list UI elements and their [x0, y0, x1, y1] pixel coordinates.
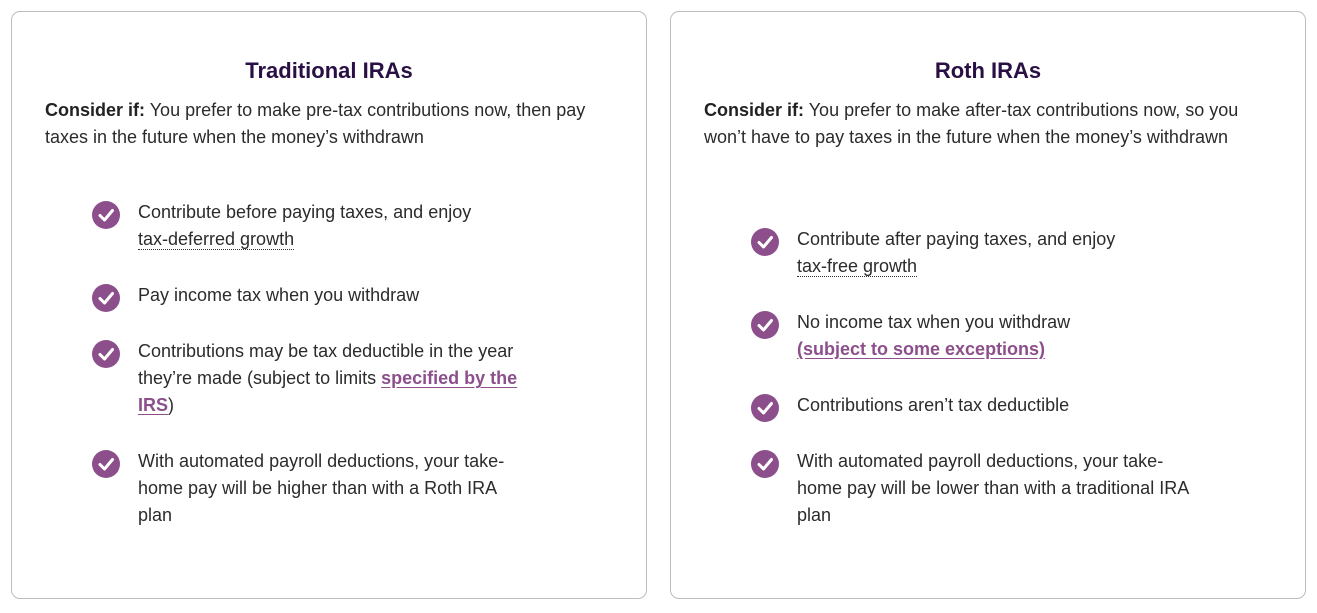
benefit-text: With automated payroll deductions, your take-home pay will be lower than with a traditional IRA plan	[797, 451, 1189, 525]
card-title: Roth IRAs	[934, 58, 1042, 83]
consider-if-text	[704, 97, 1284, 151]
benefit-text: Pay income tax when you withdraw	[138, 285, 420, 305]
traditional-ira-card	[11, 11, 647, 599]
benefit-text: Contribute before paying taxes, and enjoy	[138, 202, 472, 222]
check-circle-icon	[751, 311, 779, 339]
consider-if-description: You prefer to make after-tax contributions now, so you won’t have to pay taxes in the future when the money’s withdrawn	[704, 100, 1239, 147]
check-circle-icon	[751, 450, 779, 478]
benefit-item-pay-income-tax	[92, 282, 532, 309]
tax-free-growth-term[interactable]: tax-free growth	[797, 256, 918, 276]
check-circle-icon	[92, 340, 120, 368]
subject-to-exceptions-link[interactable]: (subject to some exceptions)	[797, 339, 1046, 359]
benefit-text: Contribute after paying taxes, and enjoy	[797, 229, 1116, 249]
card-title: Traditional IRAs	[245, 58, 413, 83]
benefit-item-take-home-pay	[751, 448, 1191, 529]
benefit-item-tax-deferred	[92, 199, 532, 253]
benefits-list	[751, 226, 1191, 558]
benefit-text: Contributions may be tax deductible in the year they’re made (subject to limits	[138, 341, 514, 388]
consider-if-description: You prefer to make pre-tax contributions now, then pay taxes in the future when the money’s withdrawn	[45, 100, 586, 147]
tax-deferred-growth-term[interactable]: tax-deferred growth	[138, 229, 295, 249]
check-circle-icon	[751, 228, 779, 256]
roth-ira-card	[670, 11, 1306, 599]
benefits-list	[92, 199, 532, 558]
check-circle-icon	[92, 450, 120, 478]
benefit-item-no-income-tax	[751, 309, 1191, 363]
consider-if-label: Consider if:	[704, 100, 805, 120]
benefit-item-tax-deductible	[92, 338, 532, 419]
benefit-text: With automated payroll deductions, your take-home pay will be higher than with a Roth IRA plan	[138, 451, 505, 525]
benefit-text: No income tax when you withdraw	[797, 312, 1071, 332]
check-circle-icon	[751, 394, 779, 422]
specified-by-irs-link[interactable]: specified by the IRS	[138, 368, 518, 415]
benefit-item-tax-free	[751, 226, 1191, 280]
consider-if-label: Consider if:	[45, 100, 146, 120]
consider-if-text	[45, 97, 625, 151]
check-circle-icon	[92, 201, 120, 229]
closing-paren: )	[168, 395, 175, 415]
benefit-item-take-home-pay	[92, 448, 532, 529]
benefit-text: Contributions aren’t tax deductible	[797, 395, 1070, 415]
benefit-item-not-deductible	[751, 392, 1191, 419]
check-circle-icon	[92, 284, 120, 312]
